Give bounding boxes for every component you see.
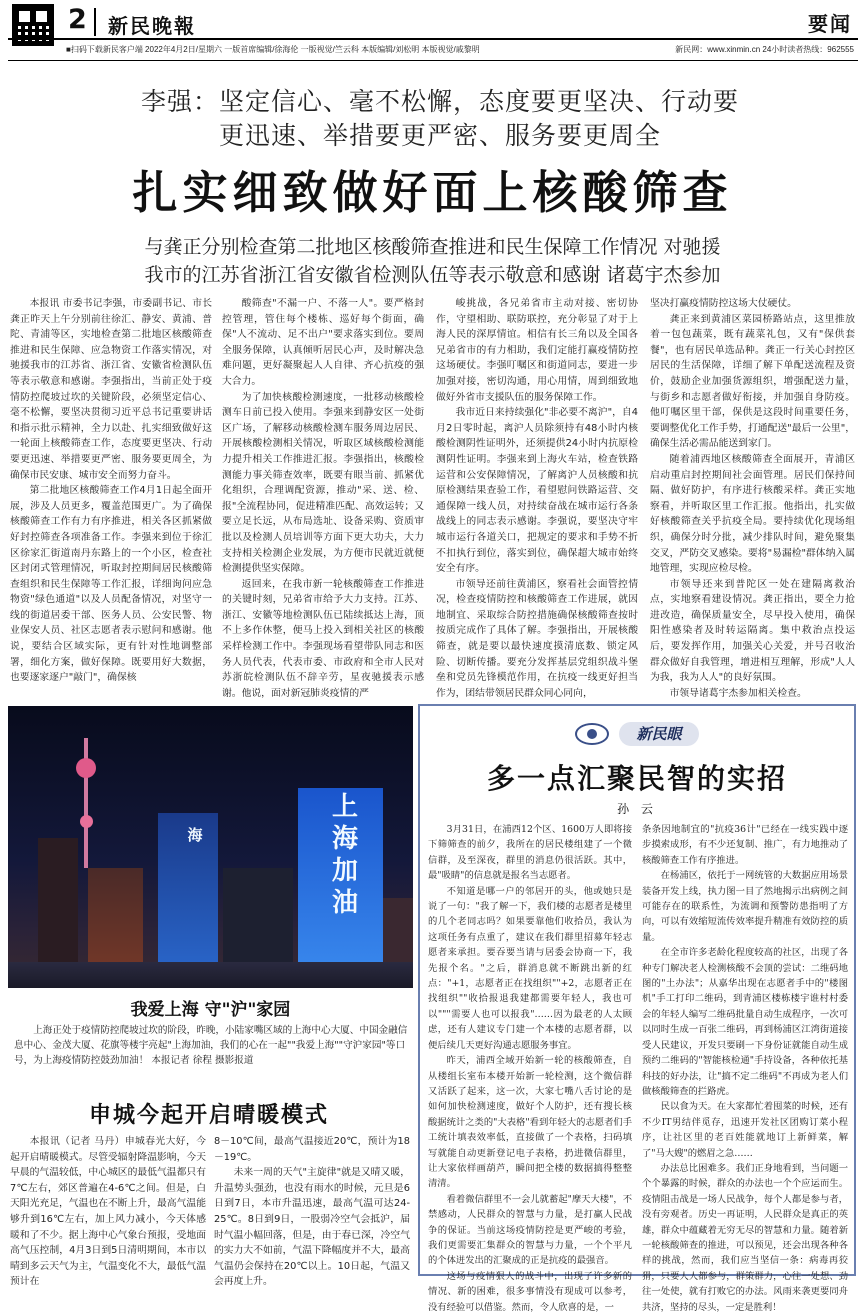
article-paragraph: 随着浦西地区核酸筛查全面展开，青浦区启动重启封控期间社会面管理。居民们保持间隔、做好防护，有序进行核酸采样。龚正实地察看，并听取区里工作汇报。他指出，扎实做好核酸筛查关乎抗疫全局。要持续优化现场组织，确保分时分批，减少排队时间，避免聚集交叉，严防交叉感染。要将"易漏检"群体纳入属地管理，实现应检尽检。 — [650, 453, 855, 575]
header-divider — [94, 8, 96, 36]
photo-title: 我爱上海 守"沪"家园 — [130, 1000, 291, 1020]
subheadline-line-1: 与龚正分别检查第二批地区核酸筛查推进和民生保障工作情况 对驰援 — [144, 236, 721, 258]
commentary-column-1 — [428, 822, 632, 1313]
article-paragraph: 条条因地制宜的"抗疫36计"已经在一线实践中逐步摸索成形，有不少还复制、推广，有力地推动了核酸筛查工作有序推进。 — [642, 824, 848, 866]
article-paragraph: 在全市许多老龄化程度较高的社区，出现了各种专门解决老人检测核酸不会顶的尝试：二维码地图的"土办法"；从嘉华出现在志愿者手中的"楼图机"手工打印二维码，到青浦区楼栋楼宇谁村村委会的年轻人编写二维码批量自动生成程序，一次可以同时生成一百张二维码，再到杨浦区江湾街道接受人民建议，开发只要刷一下身份证就能自动生成预约二维码的"智能核检通"手持设备，各种依托基科技的好办法，让"搞不定二维码"不再成为老人们做核酸筛查的拦路虎。 — [642, 947, 848, 1097]
main-headline: 扎实细致做好面上核酸筛查 — [132, 166, 733, 219]
article-paragraph: 昨天，浦西全域开始新一轮的核酸筛查，自从楼组长室布本楼开始新一轮检测，这个微信群又活跃了起来，这一次，大家七嘴八舌讨论的是如何加快检测速度，做好个人防护，还有搜长核酸据统计之类的"大表格"看到年轻大的志愿者们手工统计填表效率低，直接做了一个表格，扫码填写就能自动更新登记电子表格，扔进微信群里，让大家依样画葫芦，瞬间把全楼的数据搞得整整清清。 — [428, 1055, 632, 1190]
article-paragraph: 民以食为天。在大家都忙着囤菜的时候，还有不少IT男结伴觅存，迅速开发社区团购订菜小程序，让社区里的老百姓能就地订上新鲜菜，解了"马大嫂"的燃眉之急…… — [642, 1101, 848, 1159]
kicker-line-2: 更迅速、举措要更严密、服务要更周全 — [218, 121, 661, 150]
edition-meta: ■扫码下载新民客户端 2022年4月2日/星期六 一版首席编辑/徐海伦 一版视觉/竺云科 本版编辑/刘松明 本版视觉/戚黎明 — [66, 45, 480, 54]
article-paragraph: 在杨浦区，依托于一网统管的大数据应用场景装备开发上线，执力图一目了然地揭示出病例之间可能存在的联系性，为流调和预警防患指明了方向，可以有效缩短流传效率提升精准有效防控的质量。 — [642, 870, 848, 943]
photo-caption-text: 上海正处于疫情防控爬坡过坎的阶段，昨晚，小陆家嘴区域的上海中心大厦、中国金融信息中心、金茂大厦、花旗等楼宇亮起"上海加油，我们的心在一起""我爱上海""守沪家园"等口号，为上海疫情防控鼓劲加油！ — [14, 1025, 408, 1066]
article-paragraph: 看着微信群里不一会儿就蓄起"摩天大楼"，不禁感动，人民群众的智慧与力量，是打赢人民战争的保证。当前这场疫情防控是更严峻的考验，我们更需要汇集群众的智慧与力量，一个个平凡的个体迸发出的汇聚成的正是抗疫的最强音。 — [428, 1193, 632, 1267]
led-slogan: 上 海 加 油 — [331, 792, 358, 918]
article-paragraph: 返回来，在我市新一轮核酸筛查工作推进的关键时刻，兄弟省市给予大力支持。江苏、浙江、安徽等地检测队伍已陆续抵达上海，顶不上多作休整，便马上投入到相关社区的核酸采样检测工作中。李强现场看望带队同志和医务人员代表，代表市委、市政府和全市人民对苏浙皖检测队伍不辞辛劳，星夜驰援表示感谢。他说，面对新冠肺炎疫情的严 — [222, 578, 424, 699]
article-paragraph: 龚正来到黄浦区菜园桥路站点，这里推放着一包包蔬菜，既有蔬菜礼包，又有"保供套餐"，也有居民单选品种。龚正一行关心封控区居民的生活保障，详细了解下单配送流程及资价，鼓励企业加强货源组织，增强配送力量，与街乡和志愿者做好衔接，并加强自身防疫。他叮嘱区里干部，保供是这段时间重要任务，要调整优化工作手势，打通配送"最后一公里"，确保生活必需品能送到家门。 — [650, 313, 855, 450]
article-paragraph: 坚决打赢疫情防控这场大仗硬仗。 — [650, 298, 797, 309]
commentary-column-2 — [642, 822, 848, 1313]
website-hotline: 新民网：www.xinmin.cn 24小时读者热线：962555 — [675, 45, 854, 54]
section-name: 要闻 — [808, 12, 852, 36]
article-paragraph: 本报讯 市委书记李强，市委副书记、市长龚正昨天上午分别前往徐汇、静安、黄浦、普陀、青浦等区，实地检查第二批地区核酸筛查推进和民生保障、应急物资工作落实情况，对驰援我市的江苏省、浙江省、安徽省检测队伍等表示敬意和感谢。李强指出，当前正处于疫情防控爬坡过坎的关键阶段，必须坚定信心、毫不松懈，要坚决贯彻习近平总书记重要讲话和指示批示精神，全力以赴、扎实细致做好这一轮面上核酸筛查工作，态度要更坚决、行动要更迅速、举措要更严密、服务要更周全，为确保市民安康、城市安全而努力奋斗。 — [10, 298, 212, 481]
column-badge — [575, 722, 715, 748]
article-paragraph: 本报讯（记者 马丹）申城春光大好，今起开启晴暖模式。尽管受辐射降温影响，今天早晨的气温较低，中心城区的最低气温都只有7℃左右，郊区普遍在4-6℃之间。但是，白天阳光充足，气温也在不断上升，最高气温能够升到16℃左右，加上风力减小，今天体感暖和了不少。据上海中心气象台预报，受地面高气压控制，4月3日到5日清明期间，本市以晴到多云天气为主，气温变化不大，最低气温预计在 — [10, 1136, 206, 1288]
weather-column-1 — [10, 1134, 206, 1288]
article-paragraph: 办法总比困难多。我们正身地看到，当问题一个个暴露的时候，群众的办法也一个个应运而生。疫情阻击战是一场人民战争，每个人都是参与者，没有旁观者。历史一再证明，人民群众是真正的英雄，群众中蕴藏着无穷无尽的智慧和力量。随着新一轮核酸筛查的推进，可以预见，还会出现各种各样的挑战，然而，我们应当坚信一条：病毒再狡猾，只要人人都参与，群策群力，心往一处想、劲往一处使，就有打败它的办法。风雨来袭更要同舟共济，坚持的尽头，一定是胜利！ — [642, 1162, 848, 1313]
photo-credit: 本报记者 徐程 摄影报道 — [151, 1055, 254, 1066]
article-column-2 — [222, 296, 424, 699]
article-paragraph: 市领导诸葛宇杰参加相关检查。 — [669, 687, 807, 699]
article-paragraph: 酸筛查"不漏一户、不落一人"。要严格封控管理，管住每个楼栋、巡好每个街面，确保"人不流动、足不出户"要求落实到位。要周全服务保障，认真倾听居民心声，及时解决急难问题，更好凝聚起人人自律、齐心抗疫的强大合力。 — [222, 298, 424, 387]
river-reflection — [8, 962, 413, 988]
photo-caption — [14, 1023, 410, 1068]
article-paragraph: 第二批地区核酸筛查工作4月1日起全面开展，涉及人员更多，覆盖范围更广。为了确保核酸筛查工作有力有序推进，相关各区抓紧做好封控筛查各项准备工作。李强来到位于徐汇区徐家汇街道南丹东路上的一个小区，检查社区封闭式管理情况，听取封控期间居民核酸筛查组织和民生保障等工作汇报，详细询问应急物资"绿色通道"以及人员配备情况，对坚守一线的街道居委干部、医务人员、公安民警、物业保安人员、社区志愿者表示慰问和感谢。他说，要结合区域实际，更有针对性地调整部署，细化方案，做好保障。既要用好大数据，也要逐家逐户"敲门"，确保核 — [10, 485, 212, 684]
article-column-1 — [10, 296, 212, 692]
article-paragraph: 为了加快核酸检测速度，一批移动核酸检测车日前已投入使用。李强来到静安区一处街区广场，了解移动核酸检测车服务周边居民、开展核酸检测相关情况，听取区域核酸检测能力提升相关工作推进汇报。李强指出，核酸检测能力事关筛查效率，既要有眼当前、抓紧优化组织，合理调配资源，推动"采、送、检、报"全流程协同，促进精准匹配、高效运转；又要立足长远，从布局选址、设备采购、资质审批以及检测人员培训等方面下更大功夫，大力支持相关检测企业发展，为方便市民就近就便检测提供坚实保障。 — [222, 391, 424, 575]
commentary-title: 多一点汇聚民智的实招 — [486, 762, 787, 795]
article-paragraph: 3月31日，在浦西12个区、1600万人即将接下筛筛查的前夕，我所在的居民楼组建了一个微信群，及至深夜，群里的消息仍很活跃。其中，最"吸睛"的信息就是报名当志愿者。 — [428, 824, 632, 882]
page-header — [8, 4, 858, 62]
header-rule — [8, 38, 858, 40]
led-slogan-small: 海 — [187, 826, 203, 844]
article-paragraph: 这场与疫情狠人的战斗中，出现了许多新的情况、新的困难，很多事情没有现成可以参考，没有经验可以借鉴。然而，令人欣喜的是，一 — [428, 1270, 632, 1313]
article-paragraph: 市领导还来到普陀区一处在建隔离救治点，实地察看建设情况。龚正指出，要全力抢进改造，确保质量安全，尽早投入使用，确保阳性感染者及时转运隔离。集中救治点投运后，要发挥作用，加强关心关爱，并号召收治群众做好自我管理，增进相互理解，形成"人人为我，我为人人"的良好氛围。 — [650, 578, 855, 684]
article-paragraph: 不知道是哪一户的邻居开的头，他或她只是说了一句："我了解一下，我们楼的志愿者是楼里的几个老同志吗？如果要靠他们收拾员，我认为这项任务有点重了，建议在我们群里招募年轻志愿者来承担。要吞要当请与居委会协商一下，我先报个名。"之后，群消息就不断跳出新的红点："+1，志愿者正在找组织""+2，志愿者正在找组织""收拾报退我建都需要年轻人，我也可以"""需要人也可以报我"……因为最老的人太顾虑，还有人建议专门建一个本楼的志愿者群，以便后续几天更好沟通志愿服务事宜。 — [428, 885, 632, 1051]
weather-column-2 — [214, 1134, 410, 1288]
eye-icon — [575, 723, 609, 745]
tv-tower-sphere-lower — [80, 815, 93, 828]
column-badge-label: 新民眼 — [619, 722, 699, 746]
kicker-line-1: 李强：坚定信心、毫不松懈，态度要更坚决、行动要 — [140, 87, 739, 116]
article-paragraph: 8－10℃间，最高气温接近20℃，预计为18－19℃。 — [214, 1136, 410, 1163]
header-rule-bottom — [8, 60, 858, 61]
page-number: 2 — [68, 4, 87, 35]
commentary-author: 孙 云 — [617, 802, 657, 816]
article-column-3 — [436, 296, 638, 699]
lujiazui-night-photo[interactable] — [8, 706, 413, 988]
article-paragraph: 峻挑战，各兄弟省市主动对接、密切协作，守望相助、联防联控，充分彰显了对于上海人民的深厚情谊。相信有长三角以及全国各兄弟省市的有力相助，我们定能打赢疫情防控这场硬仗。李强叮嘱区和街道同志，要进一步加强对接，密切沟通，用心用情，周到细致地做好外省市支援队伍的服务保障工作。 — [436, 298, 638, 403]
subheadline-line-2: 我市的江苏省浙江省安徽省检测队伍等表示敬意和感谢 诸葛宇杰参加 — [144, 264, 721, 286]
article-paragraph: 我市近日来持续强化"非必要不离沪"，自4月2日零时起，离沪人员除须持有48小时内核酸检测阴性证明外，还须提供24小时内抗原检测阴性证明。李强来到上海火车站，检查铁路运营和公安保障情况，了解离沪人员核酸和抗原检测结果查验工作，看望慰问铁路运营、交通保障一线人员，对持续奋战在城市运行各条战线上的同志表示感谢。李强说，要坚决守牢城市运行各道关口，把规定的要求和手势不折不扣执行到位，落实到位，确保超大城市始终安全有序。 — [436, 407, 638, 575]
tv-tower-sphere — [76, 758, 96, 778]
article-paragraph: 未来一周的天气"主旋律"就是又晴又暖，升温势头强劲，也没有雨水的时候，元旦是6日到7日，本市升温迅速，最高气温可达24-25℃。8日到9日，一股弱冷空气会抵沪，届时气温小幅回落，但是，由于春已深，冷空气的实力大不如前，气温下降幅度并不大，最高气温仍会保持在20℃以上。10日起，气温又会再度上升。 — [214, 1167, 410, 1288]
article-column-4 — [650, 296, 855, 699]
weather-headline: 申城今起开启晴暖模式 — [88, 1103, 329, 1128]
paper-name: 新民晚報 — [108, 14, 196, 38]
article-paragraph: 市领导还前往黄浦区，察看社会面管控情况，检查疫情防控和核酸筛查工作进展，就因地制宜、采取综合防控措施确保核酸筛查按时按质完成作了具体了解。李强指出，开展核酸筛查，就是要以最快速度摸清底数、锁定风险、切断传播。要充分发挥基层党组织战斗堡垒和党员先锋模范作用，在抗疫一线更好担当作为，团结带领居民群众同心同向， — [436, 578, 638, 699]
